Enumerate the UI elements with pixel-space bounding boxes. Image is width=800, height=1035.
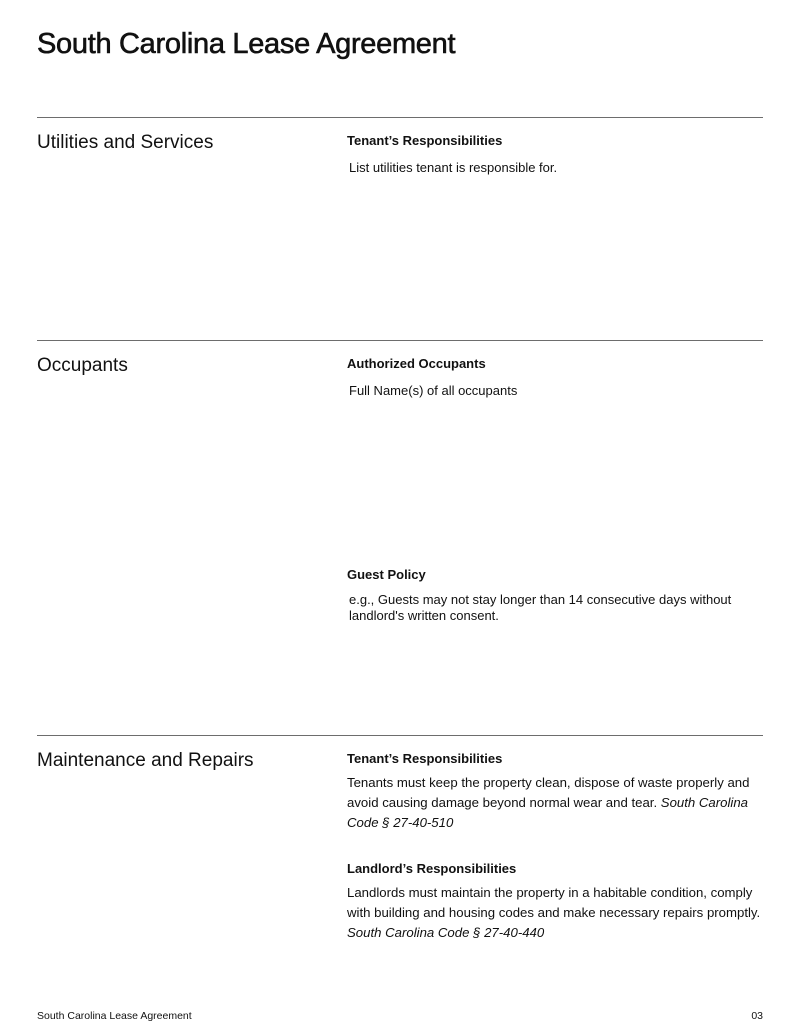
guest-policy-label: Guest Policy xyxy=(347,567,426,582)
maintenance-landlord-label: Landlord’s Responsibilities xyxy=(347,861,517,876)
page-title: South Carolina Lease Agreement xyxy=(37,28,456,60)
landlord-code-citation: South Carolina Code § 27-40-440 xyxy=(347,924,545,940)
tenant-code-citation: South Carolina Code § 27-40-510 xyxy=(347,794,749,830)
maintenance-landlord-text xyxy=(347,883,763,942)
tenant-responsibility-text: Tenants must keep the property clean, dispose of waste properly and avoid causing damage beyond normal wear and tear. xyxy=(347,775,750,810)
section-title-utilities: Utilities and Services xyxy=(37,132,214,153)
footer-document-title: South Carolina Lease Agreement xyxy=(37,1010,192,1022)
authorized-occupants-field[interactable]: Full Name(s) of all occupants xyxy=(349,383,518,398)
guest-policy-field[interactable]: e.g., Guests may not stay longer than 14 consecutive days without landlord's written consent. xyxy=(349,592,732,623)
section-divider xyxy=(37,735,763,736)
section-title-occupants: Occupants xyxy=(37,355,128,376)
section-title-maintenance: Maintenance and Repairs xyxy=(37,750,254,771)
landlord-responsibility-text: Landlords must maintain the property in a habitable condition, comply with building and housing codes and make necessary repairs promptly. xyxy=(347,885,761,920)
section-divider xyxy=(37,117,763,118)
utilities-tenant-field[interactable]: List utilities tenant is responsible for. xyxy=(349,160,558,175)
maintenance-tenant-text xyxy=(347,773,763,832)
section-divider xyxy=(37,340,763,341)
footer-page-number: 03 xyxy=(751,1010,763,1022)
authorized-occupants-label: Authorized Occupants xyxy=(347,356,486,371)
utilities-tenant-label: Tenant’s Responsibilities xyxy=(347,133,503,148)
maintenance-tenant-label: Tenant’s Responsibilities xyxy=(347,751,503,766)
